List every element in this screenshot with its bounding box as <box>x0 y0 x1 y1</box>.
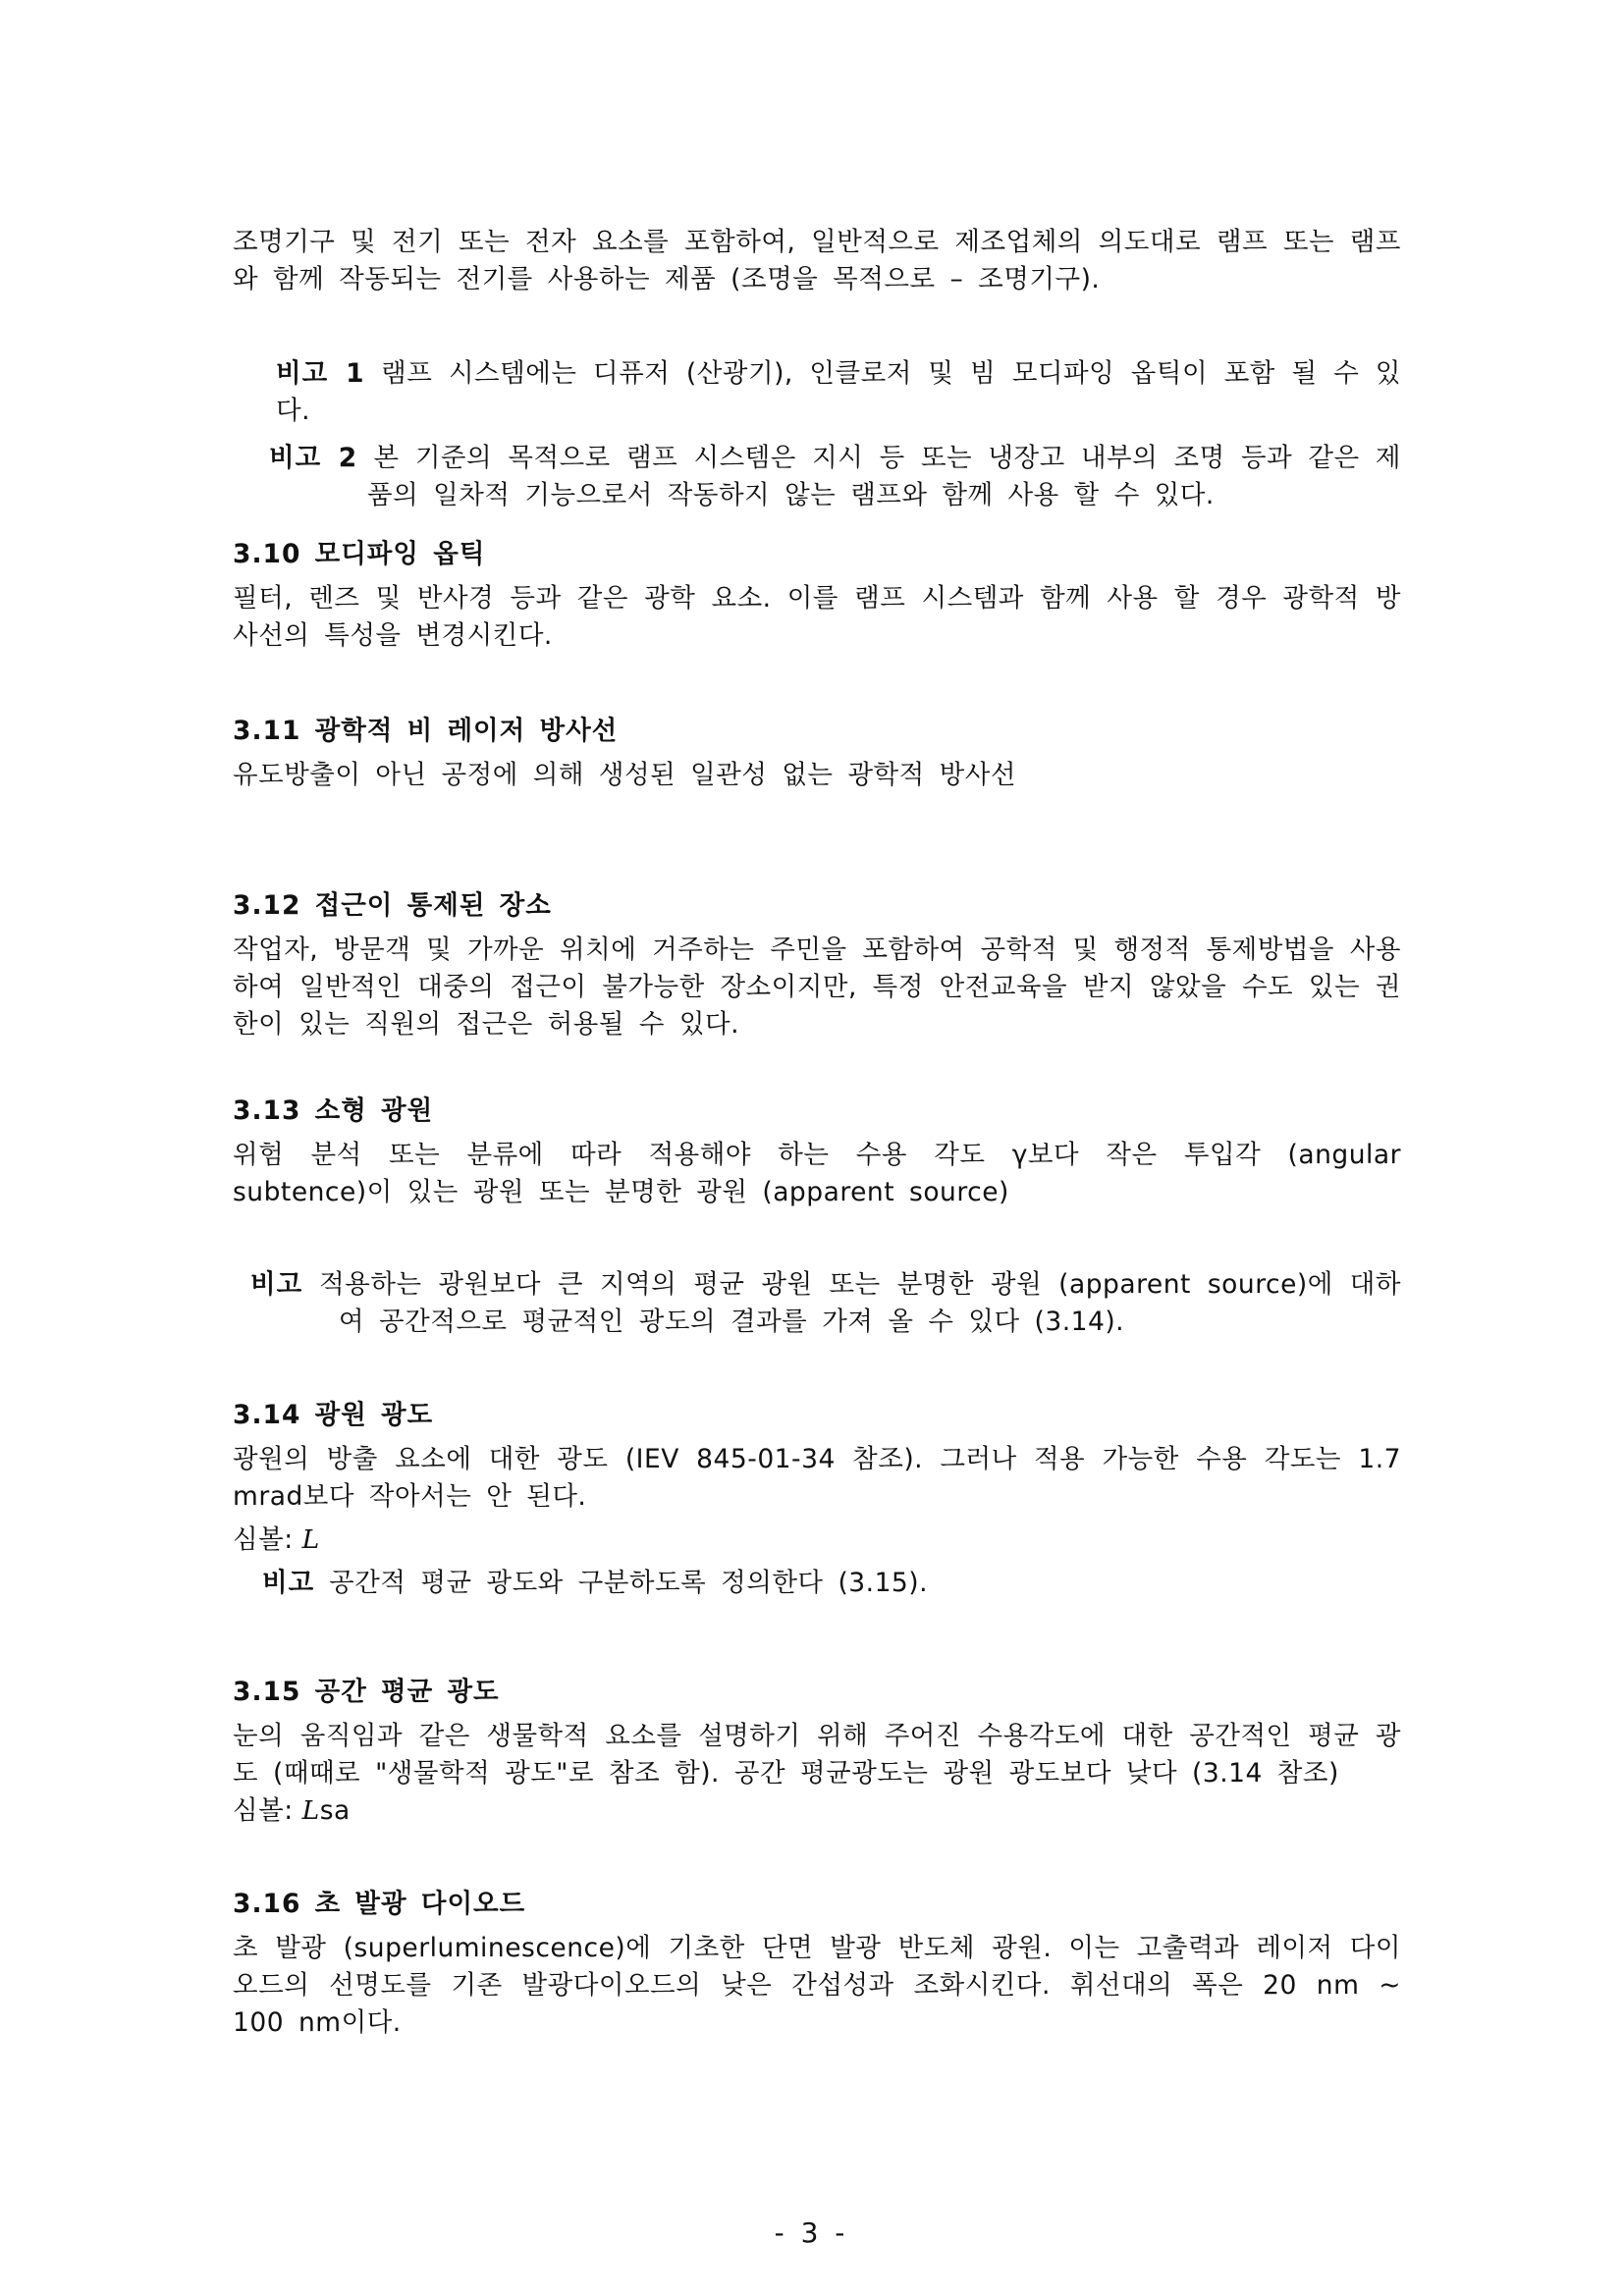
page-number: - 3 - <box>774 2216 849 2249</box>
section-3-10-body: 필터, 렌즈 및 반사경 등과 같은 광학 요소. 이를 램프 시스템과 함께 사용 할 경우 광학적 방사선의 특성을 변경시킨다. <box>233 583 1401 651</box>
section-3-12-heading: 3.12 접근이 통제된 장소 <box>233 890 552 921</box>
section-3-13-note-text: 적용하는 광원보다 큰 지역의 평균 광원 또는 분명한 광원 (apparent source)에 대하여 공간적으로 평균적인 광도의 결과를 가져 올 수 있다 (3.14). <box>319 1269 1401 1337</box>
section-3-16-heading: 3.16 초 발광 다이오드 <box>233 1889 526 1919</box>
section-3-13-note-para <box>233 1266 1401 1341</box>
section-3-14-note <box>233 1565 1401 1602</box>
section-3-15-symbol: L <box>301 1795 320 1826</box>
section-3-15-heading: 3.15 공간 평균 광도 <box>233 1677 500 1707</box>
section-3-13-body: 위험 분석 또는 분류에 따라 적용해야 하는 수용 각도 γ보다 작은 투입각 (angular subtence)이 있는 광원 또는 분명한 광원 (apparent source) <box>233 1140 1401 1207</box>
section-3-13-note <box>233 1266 1401 1341</box>
note-2-tag: 비고 2 <box>269 443 358 473</box>
section-3-10-heading: 3.10 모디파잉 옵틱 <box>233 539 486 569</box>
note-1-text: 램프 시스템에는 디퓨저 (산광기), 인클로저 및 빔 모디파잉 옵틱이 포함 될 수 있다. <box>276 358 1401 426</box>
section-3-14 <box>233 1398 1401 1602</box>
section-3-15-body: 눈의 움직임과 같은 생물학적 요소를 설명하기 위해 주어진 수용각도에 대한 공간적인 평균 광도 (때때로 "생물학적 광도"로 참조 함). 공간 평균광도는 광원 광도보다 낮다 (3.14 참조) <box>233 1721 1401 1789</box>
section-3-16-body: 초 발광 (superluminescence)에 기초한 단면 발광 반도체 광원. 이는 고출력과 레이저 다이오드의 선명도를 기존 발광다이오드의 낮은 간섭성과 조화시킨다. 휘선대의 폭은 20 nm ~ 100 nm이다. <box>233 1933 1401 2038</box>
section-3-14-heading: 3.14 광원 광도 <box>233 1400 434 1430</box>
section-3-13 <box>233 1094 1401 1211</box>
section-3-15-symbol-label: 심볼: <box>233 1795 294 1826</box>
section-3-11-heading: 3.11 광학적 비 레이저 방사선 <box>233 716 619 746</box>
intro-paragraph: 조명기구 및 전기 또는 전자 요소를 포함하여, 일반적으로 제조업체의 의도대로 램프 또는 램프와 함께 작동되는 전기를 사용하는 제품 (조명을 목적으로 – 조명기구). <box>233 227 1401 294</box>
intro-block <box>233 224 1401 298</box>
section-3-16 <box>233 1887 1401 2042</box>
section-3-15-symbol-sub: sa <box>319 1795 351 1826</box>
intro-notes <box>233 355 1401 514</box>
section-3-14-note-tag: 비고 <box>262 1568 315 1598</box>
section-3-14-symbol-line <box>233 1522 1401 1559</box>
note-1 <box>233 355 1401 430</box>
section-3-14-symbol: L <box>301 1524 320 1555</box>
section-3-15 <box>233 1675 1401 1830</box>
section-3-10 <box>233 537 1401 655</box>
section-3-15-symbol-line <box>233 1792 1401 1830</box>
section-3-14-note-text: 공간적 평균 광도와 구분하도록 정의한다 (3.15). <box>329 1568 929 1598</box>
note-2-text: 본 기준의 목적으로 램프 시스템은 지시 등 또는 냉장고 내부의 조명 등과 같은 제품의 일차적 기능으로서 작동하지 않는 램프와 함께 사용 할 수 있다. <box>367 443 1401 510</box>
section-3-13-note-tag: 비고 <box>250 1269 303 1300</box>
section-3-14-symbol-label: 심볼: <box>233 1524 294 1555</box>
section-3-12-body: 작업자, 방문객 및 가까운 위치에 거주하는 주민을 포함하여 공학적 및 행정적 통제방법을 사용하여 일반적인 대중의 접근이 불가능한 장소이지만, 특정 안전교육을 받지 않았을 수도 있는 권한이 있는 직원의 접근은 허용될 수 있다. <box>233 934 1401 1040</box>
note-1-tag: 비고 1 <box>276 358 365 389</box>
section-3-13-heading: 3.13 소형 광원 <box>233 1095 434 1126</box>
section-3-11 <box>233 714 1401 794</box>
note-2 <box>233 440 1401 514</box>
section-3-11-body: 유도방출이 아닌 공정에 의해 생성된 일관성 없는 광학적 방사선 <box>233 760 1016 790</box>
section-3-14-body: 광원의 방출 요소에 대한 광도 (IEV 845-01-34 참조). 그러나 적용 가능한 수용 각도는 1.7 mrad보다 작아서는 안 된다. <box>233 1444 1401 1512</box>
section-3-12 <box>233 888 1401 1043</box>
